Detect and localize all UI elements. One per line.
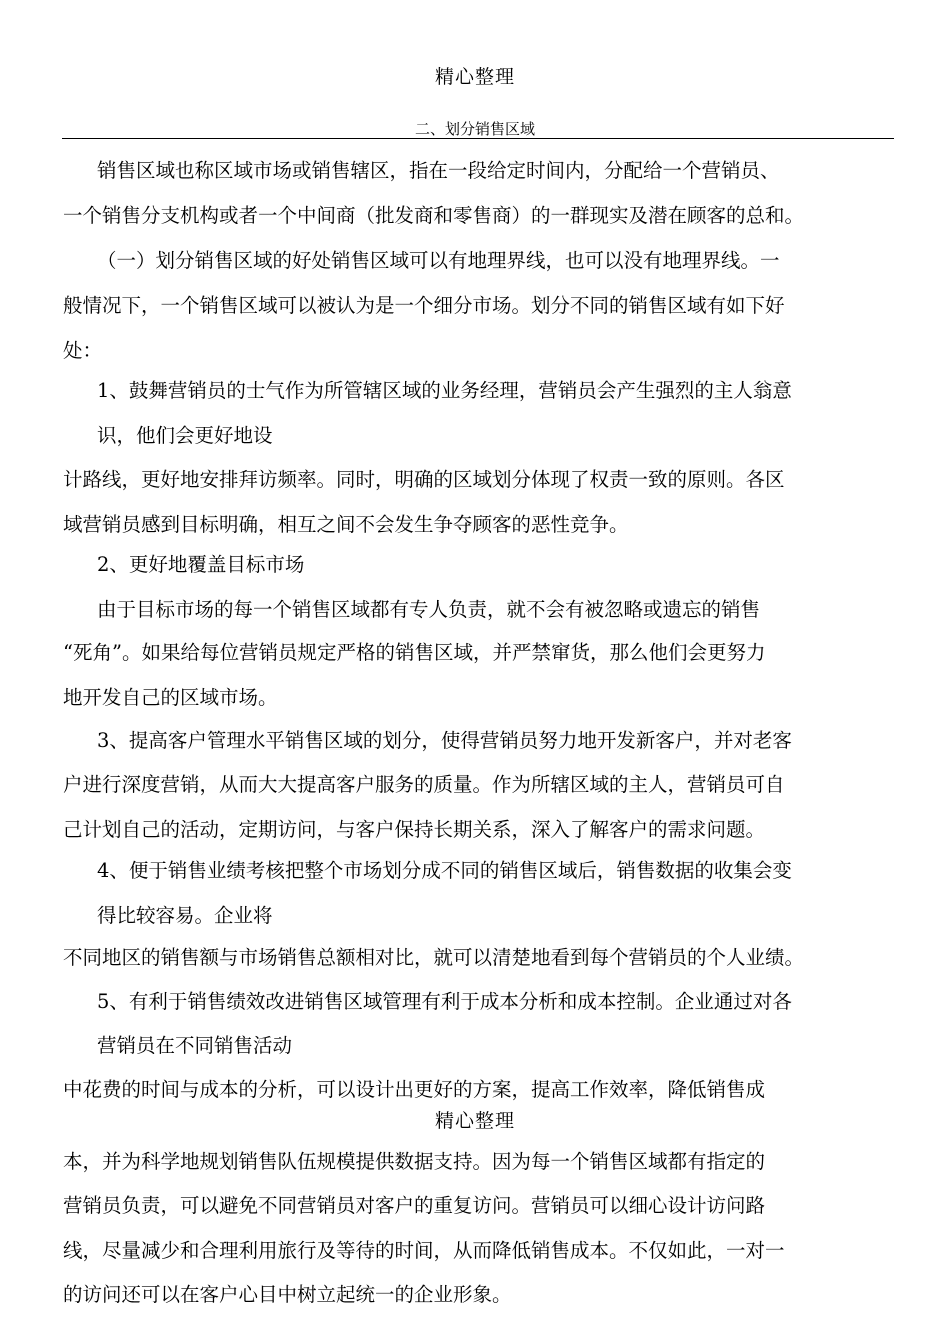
- header-rule: [62, 138, 894, 139]
- section-title: 二、划分销售区域: [414, 120, 535, 138]
- paragraph-line: 处：: [63, 339, 103, 362]
- paragraph-line: 己计划自己的活动，定期访问，与客户保持长期关系，深入了解客户的需求问题。: [63, 818, 766, 841]
- paragraph-line: 营销员在不同销售活动: [97, 1034, 293, 1057]
- paragraph-line: 的访问还可以在客户心目中树立起统一的企业形象。: [63, 1283, 512, 1306]
- paragraph-line: 得比较容易。企业将: [97, 904, 273, 927]
- paragraph-line: 1、鼓舞营销员的士气作为所管辖区域的业务经理，营销员会产生强烈的主人翁意: [97, 379, 792, 402]
- page-header: 精心整理: [434, 66, 515, 88]
- paragraph-line: （一）划分销售区域的好处销售区域可以有地理界线，也可以没有地理界线。一: [97, 249, 780, 272]
- paragraph-line: 2、更好地覆盖目标市场: [97, 553, 305, 576]
- paragraph-line: 计路线，更好地安排拜访频率。同时，明确的区域划分体现了权责一致的原则。各区: [63, 468, 785, 491]
- paragraph-line: 般情况下，一个销售区域可以被认为是一个细分市场。划分不同的销售区域有如下好: [63, 294, 785, 317]
- paragraph-line: “死角”。如果给每位营销员规定严格的销售区域，并严禁窜货，那么他们会更努力: [63, 641, 766, 664]
- paragraph-line: 由于目标市场的每一个销售区域都有专人负责，就不会有被忽略或遗忘的销售: [97, 598, 761, 621]
- paragraph-line: 一个销售分支机构或者一个中间商（批发商和零售商）的一群现实及潜在顾客的总和。: [63, 204, 805, 227]
- paragraph-line: 营销员负责，可以避免不同营销员对客户的重复访问。营销员可以细心设计访问路: [63, 1194, 766, 1217]
- paragraph-line: 地开发自己的区域市场。: [63, 686, 278, 709]
- paragraph-line: 中花费的时间与成本的分析，可以设计出更好的方案，提高工作效率，降低销售成: [63, 1078, 766, 1101]
- paragraph-line: 户进行深度营销，从而大大提高客户服务的质量。作为所辖区域的主人，营销员可自: [63, 773, 785, 796]
- page-header-repeat: 精心整理: [434, 1110, 515, 1132]
- paragraph-line: 4、便于销售业绩考核把整个市场划分成不同的销售区域后，销售数据的收集会变: [97, 859, 792, 882]
- paragraph-line: 本，并为科学地规划销售队伍规模提供数据支持。因为每一个销售区域都有指定的: [63, 1150, 766, 1173]
- paragraph-line: 识，他们会更好地设: [97, 424, 273, 447]
- paragraph-line: 线，尽量减少和合理利用旅行及等待的时间，从而降低销售成本。不仅如此，一对一: [63, 1239, 785, 1262]
- paragraph-line: 3、提高客户管理水平销售区域的划分，使得营销员努力地开发新客户，并对老客: [97, 729, 792, 752]
- paragraph-line: 域营销员感到目标明确，相互之间不会发生争夺顾客的恶性竞争。: [63, 513, 629, 536]
- paragraph-line: 不同地区的销售额与市场销售总额相对比，就可以清楚地看到每个营销员的个人业绩。: [63, 946, 805, 969]
- paragraph-line: 5、有利于销售绩效改进销售区域管理有利于成本分析和成本控制。企业通过对各: [97, 990, 792, 1013]
- paragraph-line: 销售区域也称区域市场或销售辖区，指在一段给定时间内，分配给一个营销员、: [97, 159, 780, 182]
